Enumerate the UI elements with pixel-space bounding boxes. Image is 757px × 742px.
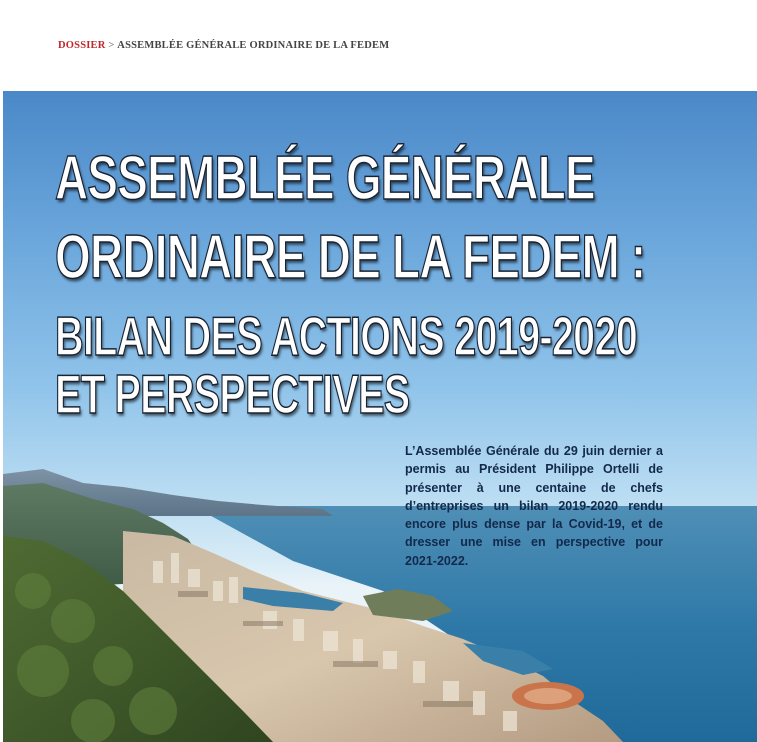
breadcrumb-title: ASSEMBLÉE GÉNÉRALE ORDINAIRE DE LA FEDEM: [117, 40, 390, 51]
intro-paragraph: L’Assemblée Générale du 29 juin dernier a permis au Président Philippe Ortelli de présenter à une centaine de chefs d’entreprises un bilan 2019-2020 rendu encore plus dense par la Covid-19, et de dresser une mise en perspective pour 2021-2022.: [405, 444, 663, 568]
breadcrumb-section: DOSSIER: [58, 40, 106, 51]
breadcrumb-separator: >: [108, 40, 115, 51]
breadcrumb: [58, 40, 389, 51]
headline-line-4: ET PERSPECTIVES: [55, 363, 410, 425]
headline-line-1: ASSEMBLÉE GÉNÉRALE: [55, 144, 595, 213]
headline-line-3: BILAN DES ACTIONS 2019-2020: [55, 305, 638, 367]
headline-line-2: ORDINAIRE DE LA FEDEM :: [55, 223, 646, 292]
